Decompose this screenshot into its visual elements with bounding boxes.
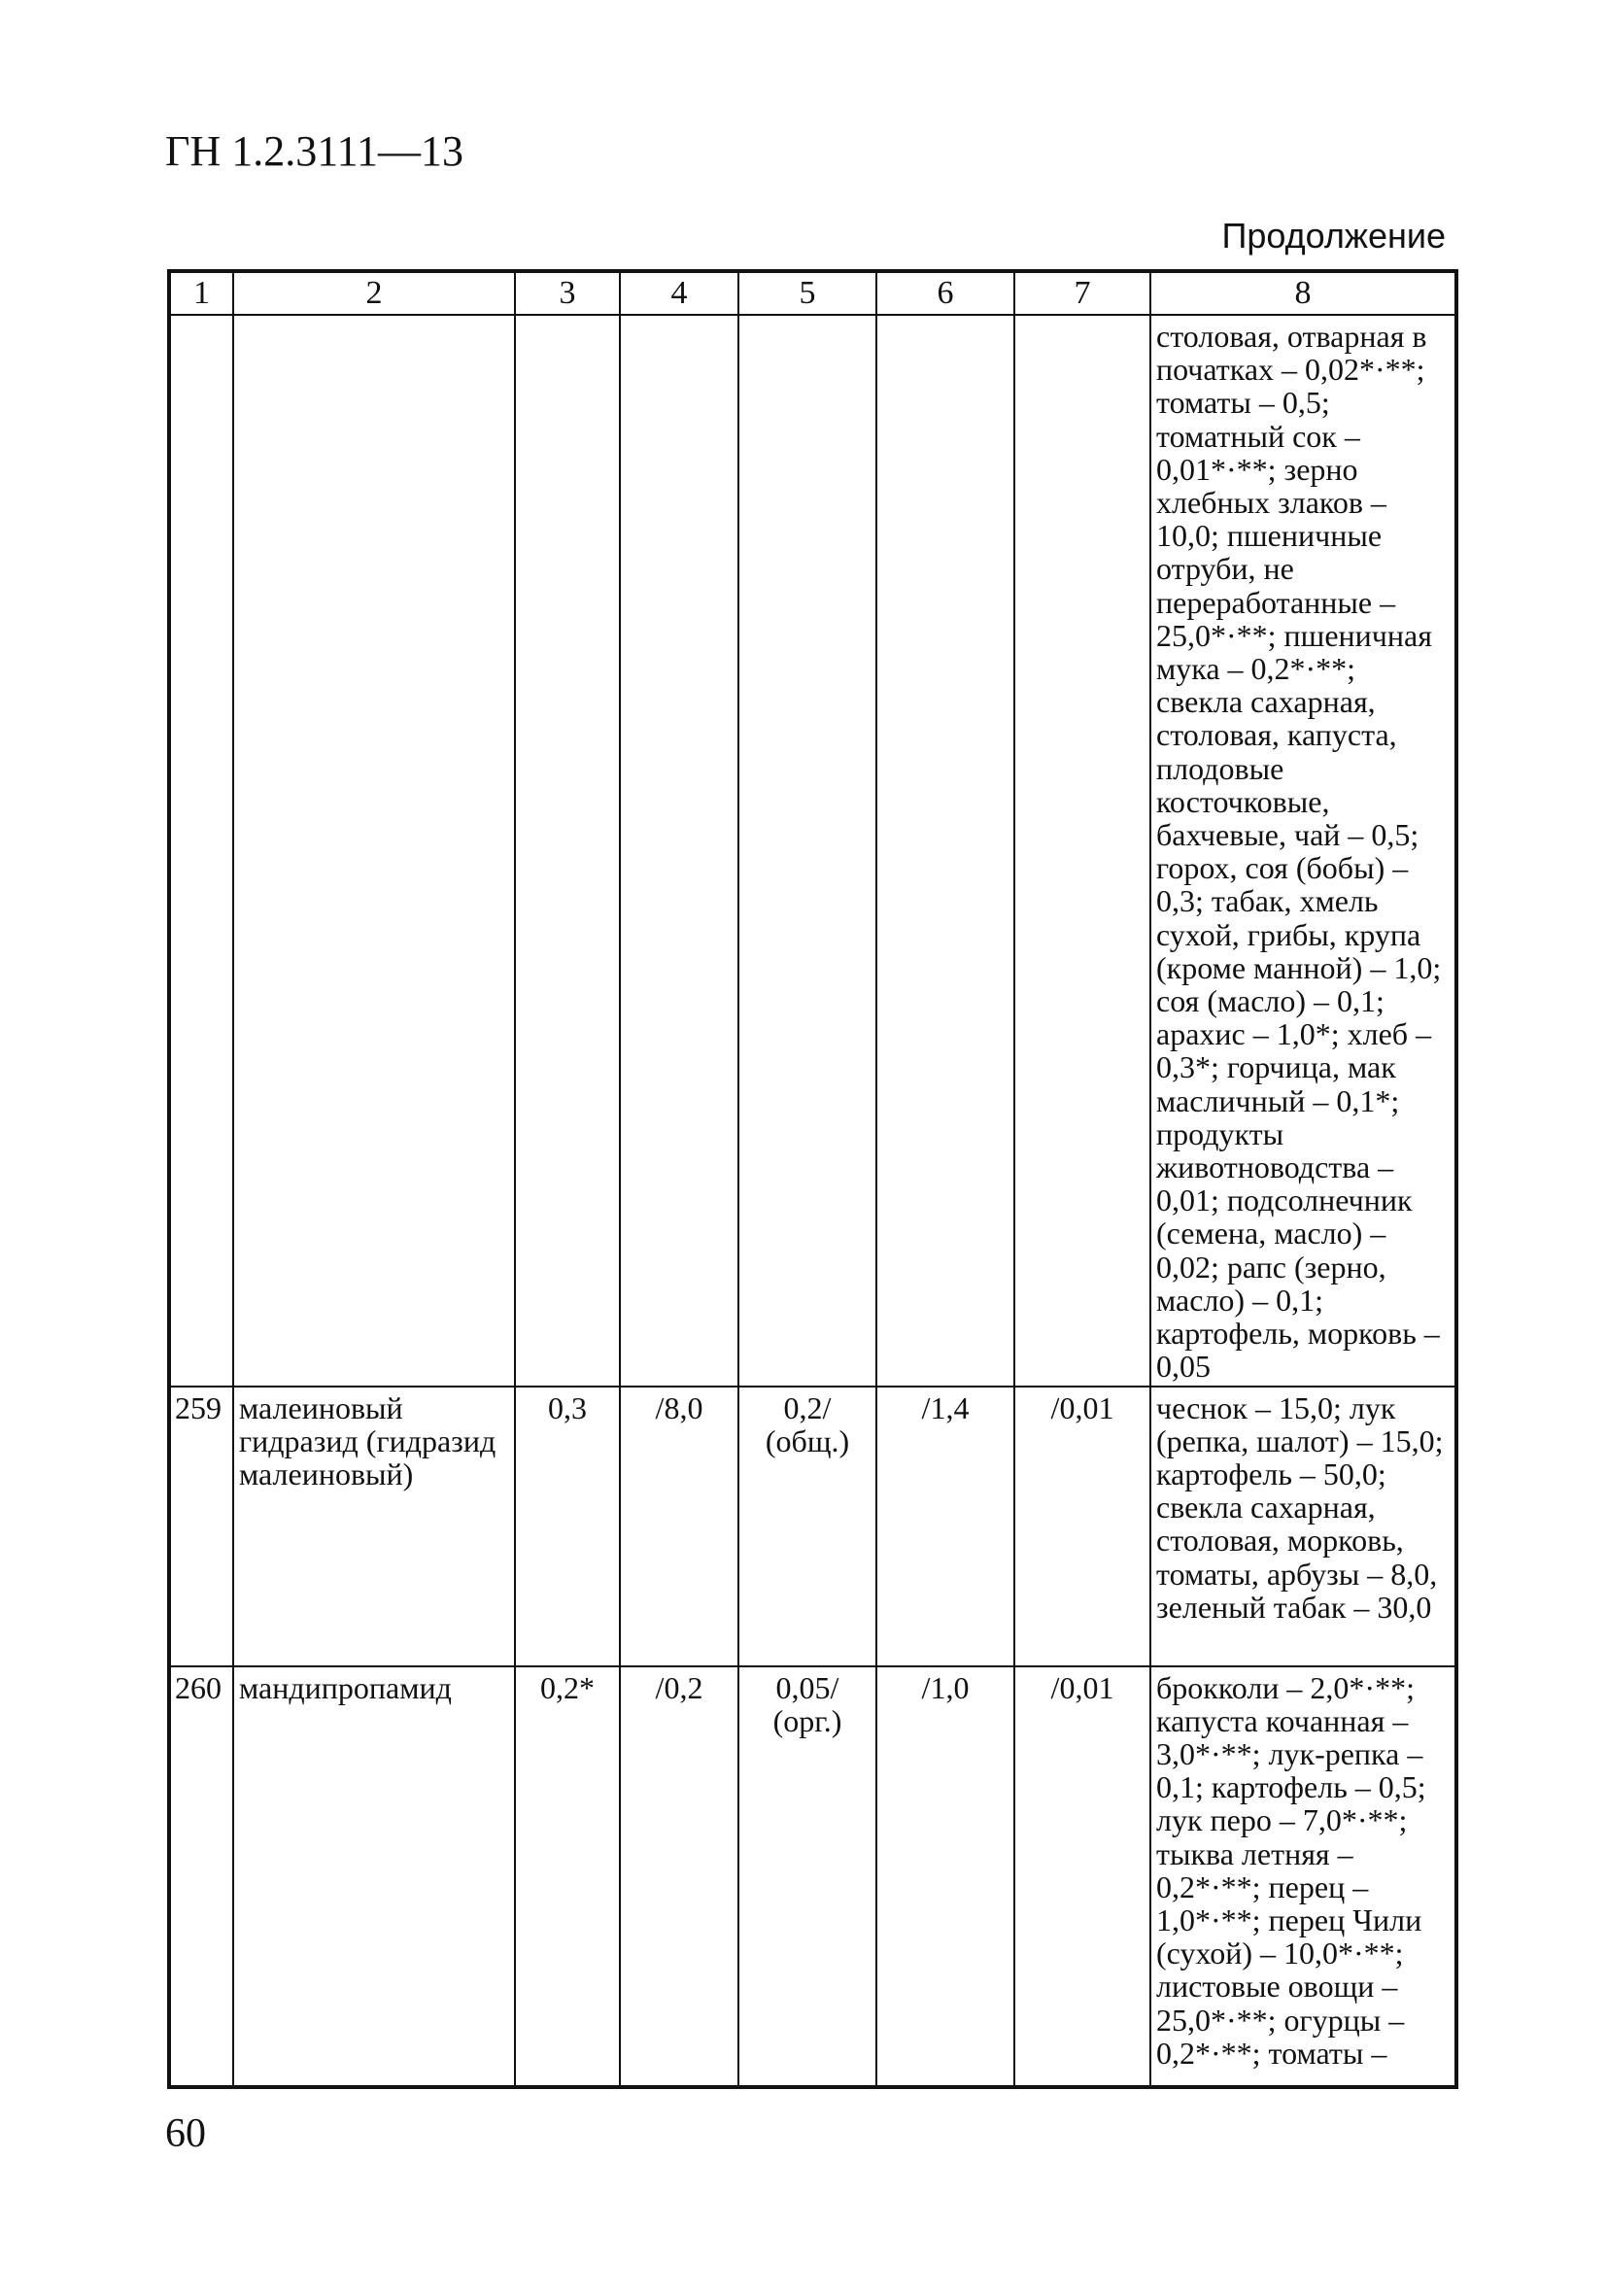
substance-name-cell: мандипропамид [233,1666,515,2087]
column-header: 8 [1150,271,1456,315]
table-row [169,1666,1456,2087]
column-header: 5 [738,271,876,315]
column-header: 7 [1014,271,1150,315]
value-cell-col7: /0,01 [1014,1387,1150,1666]
row-number-cell [169,315,233,1387]
row-number-cell: 260 [169,1666,233,2087]
value-cell-col3 [515,315,620,1387]
residue-limits-cell: брокколи – 2,0*·**; капуста кочанная – 3,0*·**; лук-репка – 0,1; картофель – 0,5; лук перо – 7,0*·**; тыква летняя – 0,2*·**; перец – 1,0*·**; перец Чили (сухой) – 10,0*·**; листовые овощи – 25,0*·**; огурцы – 0,2*·**; томаты – [1150,1666,1456,2087]
value-cell-col4 [620,315,738,1387]
column-header: 4 [620,271,738,315]
value-cell-col7 [1014,315,1150,1387]
value-cell-col4: /8,0 [620,1387,738,1666]
value-cell-col3: 0,2* [515,1666,620,2087]
column-header: 6 [876,271,1014,315]
column-header-row [169,271,1456,315]
table-row [169,1387,1456,1666]
substance-name-cell [233,315,515,1387]
row-number-cell: 259 [169,1387,233,1666]
value-cell-col7: /0,01 [1014,1666,1150,2087]
table-row [169,315,1456,1387]
continuation-label: Продолжение [1221,216,1446,256]
value-cell-col4: /0,2 [620,1666,738,2087]
column-header: 2 [233,271,515,315]
page-number: 60 [165,2111,206,2156]
value-cell-col5: 0,2/ (общ.) [738,1387,876,1666]
value-cell-col3: 0,3 [515,1387,620,1666]
value-cell-col6 [876,315,1014,1387]
hygiene-standards-table [167,269,1458,2089]
column-header: 1 [169,271,233,315]
value-cell-col6: /1,0 [876,1666,1014,2087]
residue-limits-cell: столовая, отварная в початках – 0,02*·**; томаты – 0,5; томатный сок – 0,01*·**; зерно хлебных злаков – 10,0; пшеничные отруби, не переработанные – 25,0*·**; пшеничная мука – 0,2*·**; свекла сахарная, столовая, капуста, плодовые косточковые, бахчевые, чай – 0,5; горох, соя (бобы) – 0,3; табак, хмель сухой, грибы, крупа (кроме манной) – 1,0; соя (масло) – 0,1; арахис – 1,0*; хлеб – 0,3*; горчица, мак масличный – 0,1*; продукты животноводства – 0,01; подсолнечник (семена, масло) – 0,02; рапс (зерно, масло) – 0,1; картофель, морковь – 0,05 [1150,315,1456,1387]
substance-name-cell: малеиновый гидразид (гидразид малеиновый) [233,1387,515,1666]
value-cell-col6: /1,4 [876,1387,1014,1666]
residue-limits-cell: чеснок – 15,0; лук (репка, шалот) – 15,0; картофель – 50,0; свекла сахарная, столовая, морковь, томаты, арбузы – 8,0, зеленый табак – 30,0 [1150,1387,1456,1666]
document-code: ГН 1.2.3111—13 [165,127,463,175]
column-header: 3 [515,271,620,315]
value-cell-col5: 0,05/ (орг.) [738,1666,876,2087]
value-cell-col5 [738,315,876,1387]
